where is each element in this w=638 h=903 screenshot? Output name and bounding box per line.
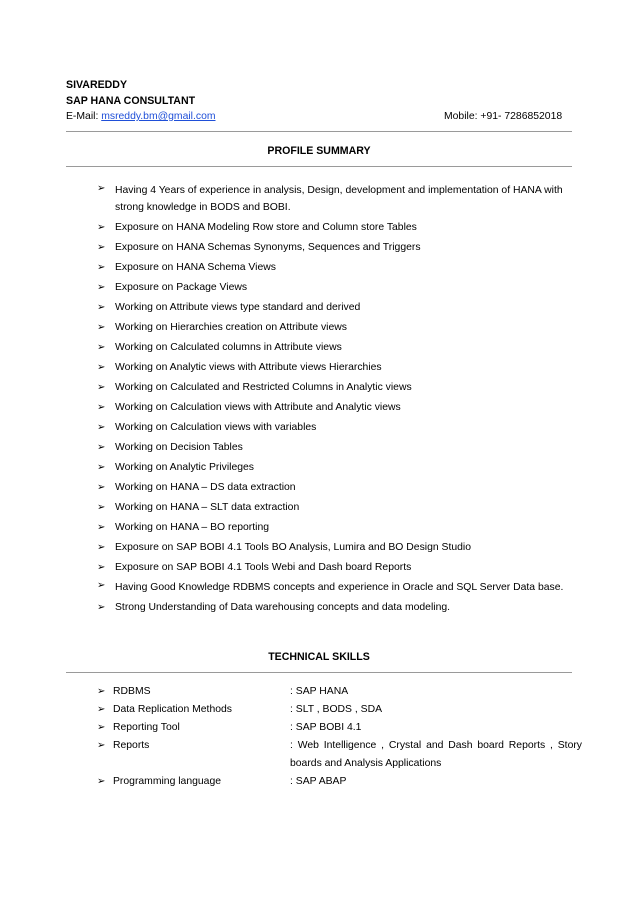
arrowhead-bullet-icon: ➢	[97, 241, 106, 253]
list-item-text: Working on Calculation views with variables	[115, 421, 317, 433]
list-item-text: Exposure on Package Views	[115, 281, 248, 293]
skill-label: RDBMS	[113, 686, 151, 697]
list-item-text: Working on HANA – SLT data extraction	[115, 501, 300, 513]
skill-label: Reports	[113, 740, 150, 751]
list-item	[97, 218, 567, 238]
list-item-text: Having Good Knowledge RDBMS concepts and experience in Oracle and SQL Server Data base.	[115, 581, 564, 593]
arrowhead-bullet-icon: ➢	[97, 541, 106, 553]
list-item-text: Exposure on SAP BOBI 4.1 Tools Webi and Dash board Reports	[115, 561, 412, 573]
arrowhead-bullet-icon: ➢	[97, 686, 106, 697]
arrowhead-bullet-icon: ➢	[97, 481, 106, 493]
skill-label: Reporting Tool	[113, 722, 180, 733]
skill-label: Programming language	[113, 776, 222, 787]
list-item-text: Working on Analytic Privileges	[115, 461, 254, 473]
technical-skills-divider	[66, 672, 572, 673]
profile-summary-heading: PROFILE SUMMARY	[267, 145, 371, 157]
skill-value: : Web Intelligence , Crystal and Dash board Reports , Story boards and Analysis Applications	[290, 740, 582, 769]
list-item-text: Exposure on HANA Schema Views	[115, 261, 276, 273]
arrowhead-bullet-icon: ➢	[97, 601, 106, 613]
list-item	[97, 558, 567, 578]
list-item	[97, 438, 567, 458]
list-item	[97, 518, 567, 538]
arrowhead-bullet-icon: ➢	[97, 461, 106, 473]
arrowhead-bullet-icon: ➢	[97, 221, 106, 233]
email-row	[66, 111, 216, 122]
list-item	[97, 598, 567, 618]
skill-value: : SAP BOBI 4.1	[290, 722, 362, 733]
list-item	[97, 298, 567, 318]
arrowhead-bullet-icon: ➢	[97, 281, 106, 293]
skill-value: : SAP HANA	[290, 686, 349, 697]
arrowhead-bullet-icon: ➢	[97, 579, 106, 591]
arrowhead-bullet-icon: ➢	[97, 261, 106, 273]
list-item-text: Working on Calculated and Restricted Columns in Analytic views	[115, 381, 412, 393]
arrowhead-bullet-icon: ➢	[97, 704, 106, 715]
list-item	[97, 458, 567, 478]
list-item	[97, 181, 567, 218]
arrowhead-bullet-icon: ➢	[97, 401, 106, 413]
skill-row	[97, 701, 585, 719]
profile-summary-list	[97, 181, 567, 618]
list-item	[97, 318, 567, 338]
list-item-text: Having 4 Years of experience in analysis, Design, development and implementation of HANA with strong knowledge in BODS and BOBI.	[115, 185, 563, 213]
header-divider	[66, 131, 572, 132]
arrowhead-bullet-icon: ➢	[97, 740, 106, 751]
list-item	[97, 498, 567, 518]
list-item	[97, 378, 567, 398]
arrowhead-bullet-icon: ➢	[97, 183, 106, 194]
list-item	[97, 538, 567, 558]
profile-summary-divider	[66, 166, 572, 167]
skill-value: : SLT , BODS , SDA	[290, 704, 383, 715]
list-item	[97, 398, 567, 418]
arrowhead-bullet-icon: ➢	[97, 361, 106, 373]
list-item	[97, 278, 567, 298]
list-item	[97, 418, 567, 438]
arrowhead-bullet-icon: ➢	[97, 421, 106, 433]
skill-row	[97, 719, 585, 737]
list-item-text: Exposure on HANA Modeling Row store and Column store Tables	[115, 221, 417, 233]
list-item	[97, 338, 567, 358]
list-item	[97, 258, 567, 278]
skill-row	[97, 737, 585, 773]
arrowhead-bullet-icon: ➢	[97, 776, 106, 787]
arrowhead-bullet-icon: ➢	[97, 321, 106, 333]
skill-value: : SAP ABAP	[290, 776, 347, 787]
technical-skills-list	[97, 683, 585, 791]
skill-row	[97, 773, 585, 791]
mobile-number: Mobile: +91- 7286852018	[444, 111, 563, 122]
list-item-text: Strong Understanding of Data warehousing concepts and data modeling.	[115, 601, 451, 613]
list-item-text: Working on Calculated columns in Attribute views	[115, 341, 342, 353]
list-item-text: Working on Hierarchies creation on Attribute views	[115, 321, 347, 333]
list-item-text: Working on Attribute views type standard and derived	[115, 301, 361, 313]
list-item-text: Exposure on HANA Schemas Synonyms, Sequences and Triggers	[115, 241, 421, 253]
skill-row	[97, 683, 585, 701]
arrowhead-bullet-icon: ➢	[97, 561, 106, 573]
list-item-text: Working on Analytic views with Attribute views Hierarchies	[115, 361, 382, 373]
list-item-text: Exposure on SAP BOBI 4.1 Tools BO Analysis, Lumira and BO Design Studio	[115, 541, 471, 553]
list-item	[97, 238, 567, 258]
technical-skills-heading: TECHNICAL SKILLS	[268, 651, 370, 663]
arrowhead-bullet-icon: ➢	[97, 501, 106, 513]
arrowhead-bullet-icon: ➢	[97, 722, 106, 733]
arrowhead-bullet-icon: ➢	[97, 301, 106, 313]
candidate-name: SIVAREDDY	[66, 79, 128, 91]
list-item	[97, 358, 567, 378]
candidate-title: SAP HANA CONSULTANT	[66, 95, 196, 107]
email-label: E-Mail:	[66, 111, 102, 122]
arrowhead-bullet-icon: ➢	[97, 341, 106, 353]
contact-line	[66, 111, 572, 125]
list-item-text: Working on Calculation views with Attribute and Analytic views	[115, 401, 401, 413]
arrowhead-bullet-icon: ➢	[97, 381, 106, 393]
list-item-text: Working on Decision Tables	[115, 441, 243, 453]
list-item-text: Working on HANA – BO reporting	[115, 521, 270, 533]
arrowhead-bullet-icon: ➢	[97, 441, 106, 453]
list-item-text: Working on HANA – DS data extraction	[115, 481, 296, 493]
list-item	[97, 578, 567, 598]
list-item	[97, 478, 567, 498]
email-link[interactable]: msreddy.bm@gmail.com	[101, 111, 216, 122]
skill-label: Data Replication Methods	[113, 704, 232, 715]
arrowhead-bullet-icon: ➢	[97, 521, 106, 533]
